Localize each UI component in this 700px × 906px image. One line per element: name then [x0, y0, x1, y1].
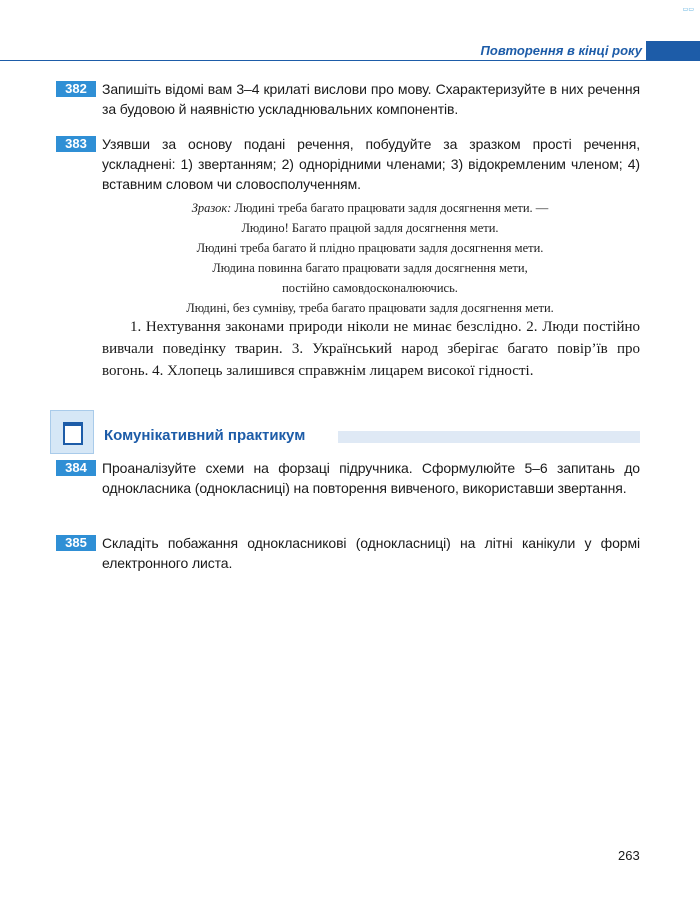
task-383 [58, 134, 640, 194]
task-384 [58, 458, 640, 498]
sample-line-1-text: Людині треба багато працювати задля досягнення мети. — [234, 201, 549, 215]
sample-line-6: Людині, без сумніву, треба багато працювати задля досягнення мети. [186, 301, 554, 315]
section-band [338, 431, 640, 443]
task-385 [58, 533, 640, 573]
section-title: Комунікативний практикум [104, 427, 306, 444]
task-text: Складіть побажання однокласникові (однокласниці) на літні канікули у формі електронного листа. [102, 535, 640, 571]
sample-label: Зразок: [191, 201, 232, 215]
header-rule [0, 60, 700, 61]
sample-line-4: Людина повинна багато працювати задля досягнення мети, [212, 261, 528, 275]
task-number-badge: 382 [56, 81, 96, 97]
running-header [0, 41, 700, 61]
sample-line-1 [120, 198, 620, 218]
task-text: Проаналізуйте схеми на форзаці підручника. Сформулюйте 5–6 запитань до однокласника (однокласниці) на повторення вивченого, використавши звертання. [102, 460, 640, 496]
page-number: 263 [618, 848, 640, 863]
worksheet-icon [50, 410, 94, 454]
exercise-sentences: 1. Нехтування законами природи ніколи не минає безслідно. 2. Люди постійно вивчали поведінку тварин. 3. Український народ зберігає багато повір’їв про вогонь. 4. Хлопець залишився справжнім лицарем високої гідності. [102, 319, 640, 379]
task-number-badge: 383 [56, 136, 96, 152]
worksheet-sheet [63, 422, 83, 445]
task-382 [58, 79, 640, 119]
sample-line-5: постійно самовдосконалюючись. [282, 281, 458, 295]
sample-block [120, 198, 620, 318]
publisher-logo-icon: ▭▭ [682, 7, 694, 13]
task-text: Запишіть відомі вам 3–4 крилаті вислови про мову. Схарактеризуйте в них речення за будовою й наявністю ускладнювальних компонентів. [102, 81, 640, 117]
task-text: Узявши за основу подані речення, побудуйте за зразком прості речення, ускладнені: 1) звертанням; 2) однорідними членами; 3) відокремленим членом; 4) вставним словом чи словосполученням. [102, 136, 640, 192]
header-bar [646, 41, 700, 61]
sample-line-3: Людині треба багато й плідно працювати задля досягнення мети. [196, 241, 544, 255]
task-number-badge: 385 [56, 535, 96, 551]
header-title: Повторення в кінці року [480, 43, 642, 58]
task-number-badge: 384 [56, 460, 96, 476]
sample-line-2: Людино! Багато працюй задля досягнення мети. [241, 221, 499, 235]
